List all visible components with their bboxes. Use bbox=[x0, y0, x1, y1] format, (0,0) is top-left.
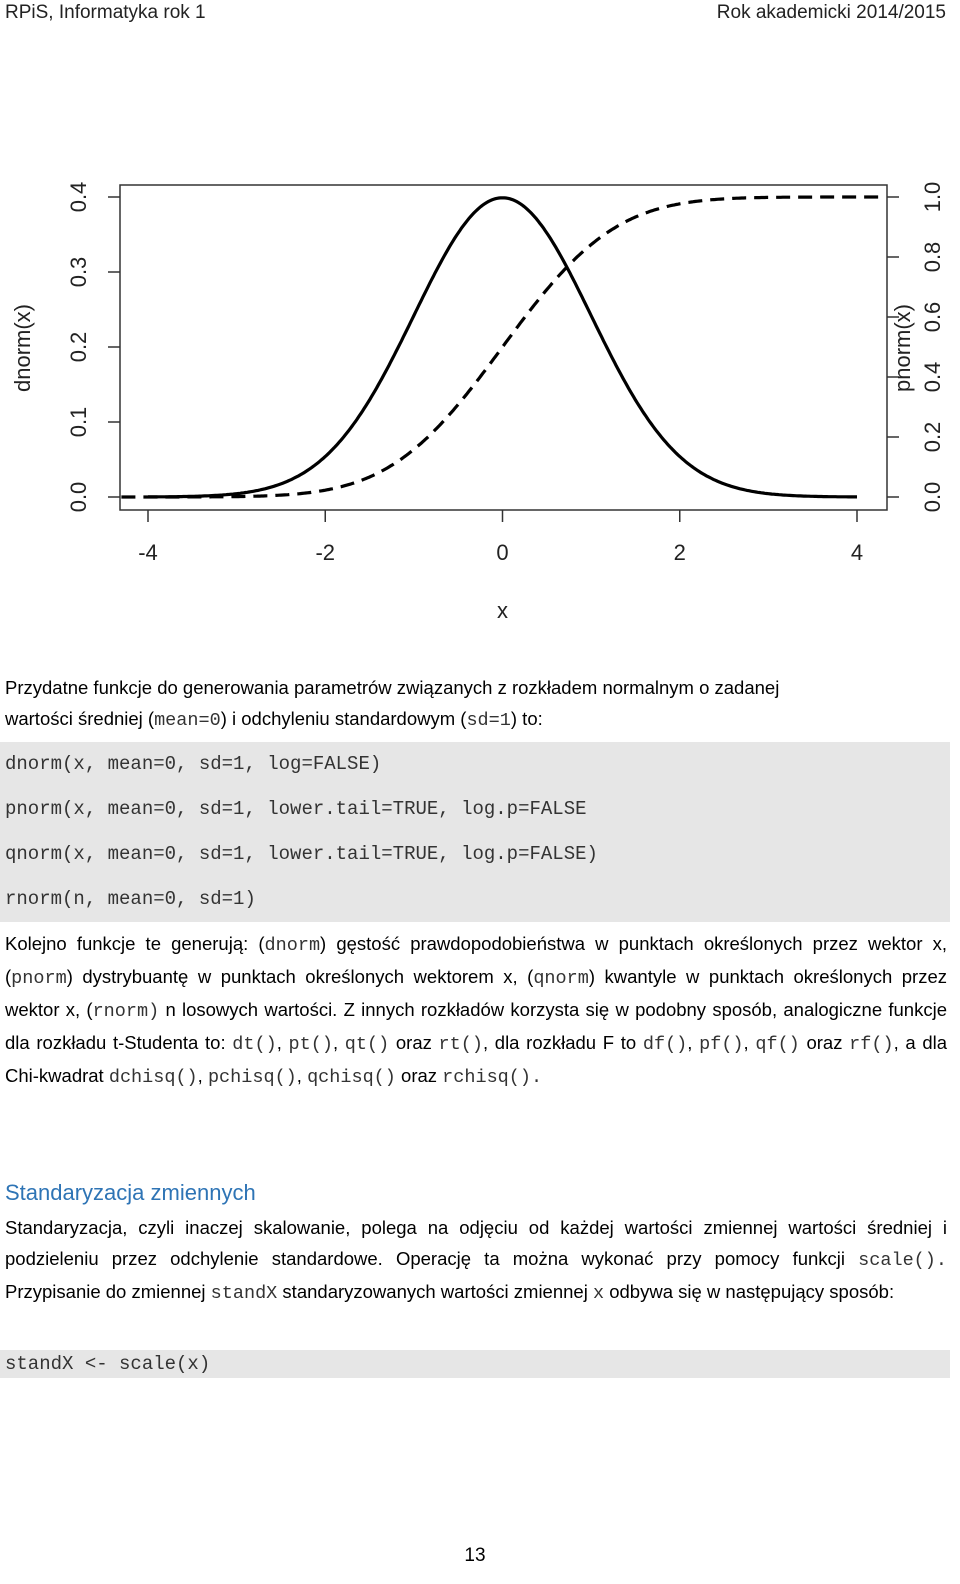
page-number: 13 bbox=[464, 1545, 486, 1566]
intro-paragraph bbox=[5, 672, 947, 736]
x-tick-label: 2 bbox=[673, 540, 686, 565]
code-block-normal-functions bbox=[0, 742, 950, 922]
intro-line-2: wartości średniej (mean=0) i odchyleniu standardowym (sd=1) to: bbox=[5, 708, 543, 731]
x-axis-label: x bbox=[497, 598, 508, 623]
header-right: Rok akademicki 2014/2015 bbox=[716, 2, 946, 23]
code-line: rnorm(n, mean=0, sd=1) bbox=[5, 888, 256, 910]
section-heading: Standaryzacja zmiennych bbox=[5, 1180, 256, 1205]
standardization-paragraph: Standaryzacja, czyli inaczej skalowanie, polega na odjęciu od każdej wartości zmiennej wartości średniej i podzieleniu przez odchylenie standardowe. Operację ta można wykonać przy pomocy funkcji scale(). Przypisanie do zmiennej standX standaryzowanych wartości zmiennej x odbywa się w następujący sposób: bbox=[5, 1217, 947, 1304]
y-right-tick-label: 0.2 bbox=[920, 421, 945, 453]
intro-line-1: Przydatne funkcje do generowania parametrów związanych z rozkładem normalnym o zadanej bbox=[5, 677, 780, 698]
y-right-tick-label: 0.6 bbox=[920, 301, 945, 333]
y-left-tick-label: 0.2 bbox=[66, 331, 91, 363]
inline-code: mean=0 bbox=[154, 710, 221, 731]
y-right-tick-label: 0.4 bbox=[920, 361, 945, 393]
code-line: standX <- scale(x) bbox=[5, 1353, 211, 1375]
y-left-tick-label: 0.3 bbox=[66, 256, 91, 288]
code-line: qnorm(x, mean=0, sd=1, lower.tail=TRUE, log.p=FALSE) bbox=[5, 843, 598, 865]
inline-code: sd=1 bbox=[466, 710, 511, 731]
plot-frame bbox=[120, 185, 887, 510]
y-right-tick-label: 1.0 bbox=[920, 181, 945, 213]
x-tick-label: -2 bbox=[315, 540, 336, 565]
code-line: pnorm(x, mean=0, sd=1, lower.tail=TRUE, log.p=FALSE bbox=[5, 798, 587, 820]
x-tick-label: 4 bbox=[850, 540, 864, 565]
y-right-axis-label: pnorm(x) bbox=[890, 303, 915, 393]
y-right-tick-label: 0.8 bbox=[920, 241, 945, 273]
header-left: RPiS, Informatyka rok 1 bbox=[5, 2, 206, 23]
functions-description-paragraph: Kolejno funkcje te generują: (dnorm) gęstość prawdopodobieństwa w punktach określonych przez wektor x, (pnorm) dystrybuantę w punktach określonych wektorem x, (qnorm) kwantyle w punktach określonych przez wektor x, (rnorm) n losowych wartości. Z innych rozkładów korzysta się w podobny sposób, analogiczne funkcje dla rozkładu t-Studenta to: dt(), pt(), qt() oraz rt(), dla rozkładu F to df(), pf(), qf() oraz rf(), a dla Chi-kwadrat dchisq(), pchisq(), qchisq() oraz rchisq(). bbox=[5, 933, 948, 1088]
x-tick-label: 0 bbox=[496, 540, 509, 565]
normal-distribution-chart bbox=[0, 170, 960, 630]
dnorm-curve bbox=[148, 198, 857, 497]
pnorm-curve bbox=[121, 197, 883, 497]
y-left-tick-label: 0.4 bbox=[66, 181, 91, 213]
code-line: dnorm(x, mean=0, sd=1, log=FALSE) bbox=[5, 753, 382, 775]
y-left-tick-label: 0.0 bbox=[66, 481, 91, 513]
y-left-axis-label: dnorm(x) bbox=[10, 303, 35, 393]
code-block-scale bbox=[0, 1350, 950, 1378]
x-tick-label: -4 bbox=[138, 540, 158, 565]
y-left-tick-label: 0.1 bbox=[66, 406, 91, 438]
y-right-tick-label: 0.0 bbox=[920, 481, 945, 513]
